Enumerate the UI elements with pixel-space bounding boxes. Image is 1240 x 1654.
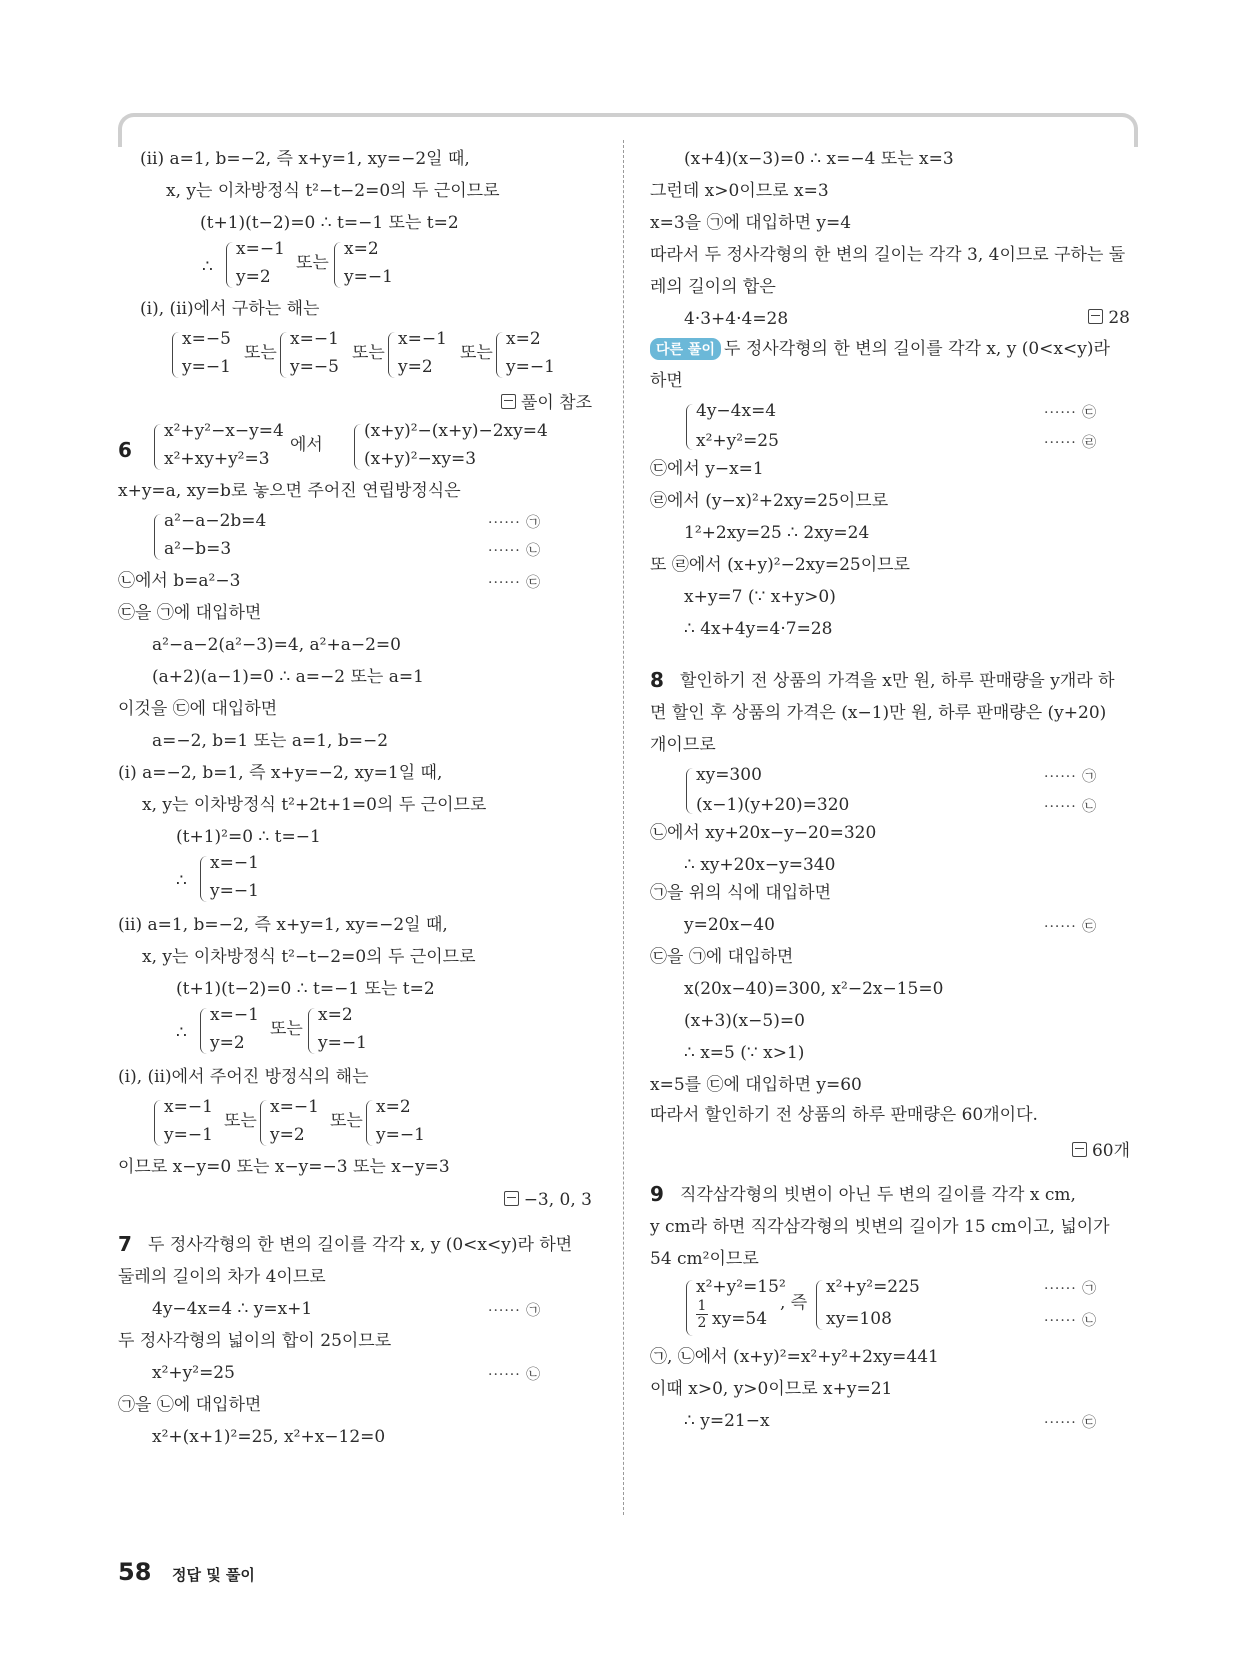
system-eq: x²+y²=15² [696, 1277, 786, 1297]
system-eq: a²−a−2b=4 [164, 511, 267, 531]
system-brace [686, 404, 693, 450]
system-brace [280, 332, 287, 378]
answer-icon [504, 1191, 519, 1206]
math-line: (a+2)(a−1)=0 ∴ a=−2 또는 a=1 [152, 667, 424, 687]
answer-line [1088, 308, 1130, 328]
math-line: a²−a−2(a²−3)=4, a²+a−2=0 [152, 635, 401, 655]
fraction-numerator: 1 [697, 1298, 707, 1314]
equation-tag: ······ ㉡ [1044, 799, 1098, 815]
equation-tag: ······ ㉡ [1044, 1313, 1098, 1329]
text-line: 직각삼각형의 빗변이 아닌 두 변의 길이를 각각 x cm, [680, 1185, 1076, 1205]
system-eq: x=2 [376, 1097, 411, 1117]
system-eq: (x−1)(y+20)=320 [696, 795, 850, 815]
equation-tag: ······ ㉡ [488, 543, 542, 559]
system-eq: x=−1 [290, 329, 339, 349]
or-text: 또는 [352, 343, 385, 363]
system-eq: y=2 [270, 1125, 305, 1145]
system-eq: (x+y)²−(x+y)−2xy=4 [364, 421, 548, 441]
fraction-one-half [696, 1298, 708, 1331]
system-eq: x=−1 [164, 1097, 213, 1117]
text-line: 두 정사각형의 넓이의 합이 25이므로 [118, 1331, 392, 1351]
system-brace [154, 514, 161, 560]
math-line: y=20x−40 [684, 915, 775, 935]
column-divider [623, 140, 624, 1515]
system-eq: x²+xy+y²=3 [164, 449, 270, 469]
text-line: x=3을 ㉠에 대입하면 y=4 [650, 213, 852, 233]
system-brace [172, 332, 179, 378]
therefore-symbol: ∴ [202, 257, 213, 277]
text-line: y cm라 하면 직각삼각형의 빗변의 길이가 15 cm이고, 넓이가 [650, 1217, 1110, 1237]
problem-number: 7 [118, 1232, 132, 1256]
text-line: 또 ㉣에서 (x+y)²−2xy=25이므로 [650, 555, 910, 575]
system-eq: xy=300 [696, 765, 762, 785]
system-eq: y=−1 [376, 1125, 425, 1145]
system-eq: y=−1 [506, 357, 555, 377]
equation-tag: ······ ㉠ [1044, 769, 1098, 785]
problem-number: 9 [650, 1182, 664, 1206]
system-brace [154, 424, 161, 470]
system-brace [496, 332, 503, 378]
system-brace [686, 1280, 693, 1336]
math-line: 1²+2xy=25 ∴ 2xy=24 [684, 523, 870, 543]
math-line: (t+1)(t−2)=0 ∴ t=−1 또는 t=2 [176, 979, 435, 999]
system-eq: y=−1 [164, 1125, 213, 1145]
problem-number: 8 [650, 668, 664, 692]
system-eq: (x+y)²−xy=3 [364, 449, 477, 469]
jeuk-text: , 즉 [780, 1293, 808, 1313]
system-brace [388, 332, 395, 378]
system-eq: xy=108 [826, 1309, 892, 1329]
alternative-solution-badge: 다른 풀이 [650, 338, 721, 360]
answer-icon [1072, 1142, 1087, 1157]
text-line: x=5를 ㉢에 대입하면 y=60 [650, 1075, 862, 1095]
equation-tag: ······ ㉢ [1044, 1415, 1098, 1431]
system-eq: a²−b=3 [164, 539, 232, 559]
system-brace [308, 1008, 315, 1054]
text-line: 하면 [650, 371, 683, 391]
text-line: 두 정사각형의 한 변의 길이를 각각 x, y (0<x<y)라 하면 [148, 1235, 573, 1255]
text-line: x, y는 이차방정식 t²−t−2=0의 두 근이므로 [142, 947, 476, 967]
page-top-frame [118, 113, 1138, 147]
answer-text: −3, 0, 3 [523, 1190, 592, 1210]
system-eq: x²+y²=225 [826, 1277, 920, 1297]
text-line: 개이므로 [650, 735, 716, 755]
text-line: ㉡에서 xy+20x−y−20=320 [650, 823, 877, 843]
system-eq: 4y−4x=4 [696, 401, 777, 421]
system-eq: x=2 [344, 239, 379, 259]
solution-summary: (ⅰ), (ⅱ)에서 주어진 방정식의 해는 [118, 1067, 369, 1087]
case-ii-factor: (t+1)(t−2)=0 ∴ t=−1 또는 t=2 [200, 213, 459, 233]
equation-tag: ······ ㉢ [1044, 405, 1098, 421]
problem-number: 6 [118, 438, 132, 462]
text-line: 면 할인 후 상품의 가격은 (x−1)만 원, 하루 판매량은 (y+20) [650, 703, 1107, 723]
answer-text: 28 [1108, 308, 1130, 328]
math-line: x²+(x+1)²=25, x²+x−12=0 [152, 1427, 386, 1447]
text-line: 두 정사각형의 한 변의 길이를 각각 x, y (0<x<y)라 [724, 339, 1110, 359]
answer-line [501, 388, 592, 413]
equation-tag: ······ ㉠ [1044, 1281, 1098, 1297]
system-brace [260, 1100, 267, 1146]
text-line: ㉢을 ㉠에 대입하면 [650, 947, 794, 967]
text-line: 이때 x>0, y>0이므로 x+y=21 [650, 1379, 893, 1399]
text-line: 둘레의 길이의 차가 4이므로 [118, 1267, 326, 1287]
math-line: ∴ xy+20x−y=340 [684, 855, 836, 875]
text-line: x+y=a, xy=b로 놓으면 주어진 연립방정식은 [118, 481, 461, 501]
math-line: x²+y²=25 [152, 1363, 235, 1383]
math-line: 4y−4x=4 ∴ y=x+1 [152, 1299, 313, 1319]
answer-icon [501, 394, 516, 409]
system-eq: y=−1 [210, 881, 259, 901]
equation-tag: ······ ㉠ [488, 515, 542, 531]
system-eq: x=−5 [182, 329, 231, 349]
math-line: ∴ 4x+4y=4·7=28 [684, 619, 833, 639]
system-eq: y=−1 [318, 1033, 367, 1053]
system-eq: y=2 [236, 267, 271, 287]
section-label: 정답 및 풀이 [172, 1566, 255, 1584]
math-line: (x+4)(x−3)=0 ∴ x=−4 또는 x=3 [684, 149, 954, 169]
eseo-text: 에서 [290, 435, 323, 455]
system-eq: x=2 [506, 329, 541, 349]
math-line: x+y=7 (∵ x+y>0) [684, 587, 836, 607]
text-line: 이므로 x−y=0 또는 x−y=−3 또는 x−y=3 [118, 1157, 450, 1177]
text-line: ㉠, ㉡에서 (x+y)²=x²+y²+2xy=441 [650, 1347, 939, 1367]
equation-tag: ······ ㉢ [488, 575, 542, 591]
text-line: x, y는 이차방정식 t²+2t+1=0의 두 근이므로 [142, 795, 487, 815]
or-text: 또는 [270, 1019, 303, 1039]
answer-text: 60개 [1091, 1141, 1130, 1161]
text-line: ㉣에서 (y−x)²+2xy=25이므로 [650, 491, 889, 511]
system-eq: x²+y²−x−y=4 [164, 421, 284, 441]
or-text: 또는 [330, 1111, 363, 1131]
system-eq: x²+y²=25 [696, 431, 779, 451]
text-line: 그런데 x>0이므로 x=3 [650, 181, 829, 201]
system-brace [816, 1280, 823, 1330]
case-ii-heading: (ⅱ) a=1, b=−2, 즉 x+y=1, xy=−2일 때, [140, 149, 470, 169]
system-brace [366, 1100, 373, 1146]
text-line: ㉠을 위의 식에 대입하면 [650, 883, 832, 903]
text-line: 레의 길이의 합은 [650, 277, 776, 297]
or-text: 또는 [224, 1111, 257, 1131]
system-eq: xy=54 [712, 1309, 768, 1329]
system-eq: x=−1 [210, 1005, 259, 1025]
text-line: 할인하기 전 상품의 가격을 x만 원, 하루 판매량을 y개라 하 [680, 671, 1115, 691]
math-line: ∴ y=21−x [684, 1411, 770, 1431]
case-ii-heading: (ⅱ) a=1, b=−2, 즉 x+y=1, xy=−2일 때, [118, 915, 448, 935]
system-eq: x=−1 [270, 1097, 319, 1117]
answer-icon [1088, 309, 1103, 324]
math-line: a=−2, b=1 또는 a=1, b=−2 [152, 731, 389, 751]
text-line: 이것을 ㉢에 대입하면 [118, 699, 278, 719]
math-line: (t+1)²=0 ∴ t=−1 [176, 827, 321, 847]
or-text: 또는 [244, 343, 277, 363]
equation-tag: ······ ㉡ [488, 1367, 542, 1383]
therefore-symbol: ∴ [176, 871, 187, 891]
math-line: ∴ x=5 (∵ x>1) [684, 1043, 805, 1063]
text-line: 따라서 할인하기 전 상품의 하루 판매량은 60개이다. [650, 1105, 1038, 1125]
system-brace [200, 856, 207, 902]
equation-tag: ······ ㉢ [1044, 919, 1098, 935]
or-text: 또는 [460, 343, 493, 363]
system-eq: y=−5 [290, 357, 339, 377]
system-eq: x=2 [318, 1005, 353, 1025]
fraction-denominator: 2 [697, 1315, 707, 1331]
system-brace [334, 242, 341, 288]
system-brace [226, 242, 233, 288]
equation-tag: ······ ㉠ [488, 1303, 542, 1319]
system-brace [354, 424, 361, 470]
math-line: x(20x−40)=300, x²−2x−15=0 [684, 979, 944, 999]
solution-summary: (ⅰ), (ⅱ)에서 구하는 해는 [140, 299, 320, 319]
system-eq: y=−1 [182, 357, 231, 377]
case-i-heading: (ⅰ) a=−2, b=1, 즉 x+y=−2, xy=1일 때, [118, 763, 443, 783]
math-line: (x+3)(x−5)=0 [684, 1011, 805, 1031]
text-line: 54 cm²이므로 [650, 1249, 759, 1269]
text-line: ㉠을 ㉡에 대입하면 [118, 1395, 262, 1415]
system-eq: x=−1 [398, 329, 447, 349]
or-text: 또는 [296, 253, 329, 273]
math-line: 4·3+4·4=28 [684, 309, 789, 329]
answer-line [1072, 1136, 1130, 1161]
page-number: 58 [118, 1558, 152, 1586]
system-brace [154, 1100, 161, 1146]
text-line: ㉢을 ㉠에 대입하면 [118, 603, 262, 623]
text-line: ㉡에서 b=a²−3 [118, 571, 241, 591]
system-eq: y=2 [210, 1033, 245, 1053]
system-eq: y=2 [398, 357, 433, 377]
text-line: ㉢에서 y−x=1 [650, 459, 764, 479]
system-eq: x=−1 [210, 853, 259, 873]
system-eq: x=−1 [236, 239, 285, 259]
equation-tag: ······ ㉣ [1044, 435, 1098, 451]
system-eq: y=−1 [344, 267, 393, 287]
therefore-symbol: ∴ [176, 1023, 187, 1043]
case-ii-quadratic: x, y는 이차방정식 t²−t−2=0의 두 근이므로 [166, 181, 500, 201]
system-brace [686, 768, 693, 814]
text-line: 따라서 두 정사각형의 한 변의 길이는 각각 3, 4이므로 구하는 둘 [650, 245, 1126, 265]
answer-text: 풀이 참조 [520, 393, 592, 413]
system-brace [200, 1008, 207, 1054]
answer-line [504, 1190, 592, 1210]
